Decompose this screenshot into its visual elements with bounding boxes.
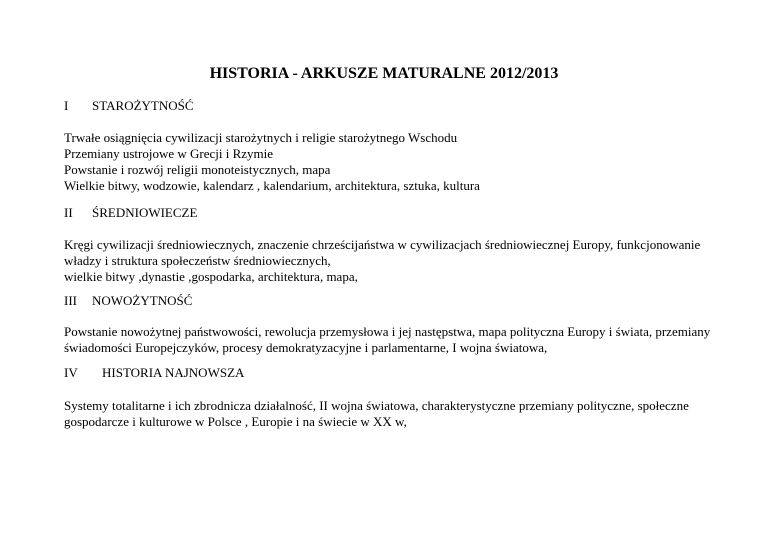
- section-number: IV: [64, 365, 78, 380]
- body-line: Trwałe osiągnięcia cywilizacji starożytnych i religie starożytnego Wschodu: [64, 130, 458, 145]
- body-line: Powstanie nowożytnej państwowości, rewolucja przemysłowa i jej następstwa, mapa polityczna Europy i świata, przemiany: [64, 324, 711, 339]
- section-body-sredniowiecze: [64, 237, 724, 285]
- section-body-historia-najnowsza: [64, 398, 724, 430]
- section-body-nowozytnosc: [64, 324, 724, 356]
- section-body-starozytnosc: [64, 130, 724, 194]
- section-name: HISTORIA NAJNOWSZA: [102, 365, 245, 380]
- body-line: gospodarcze i kulturowe w Polsce , Europie i na świecie w XX w,: [64, 414, 407, 429]
- section-number: II: [64, 205, 73, 220]
- body-line: Systemy totalitarne i ich zbrodnicza działalność, II wojna światowa, charakterystyczne przemiany polityczne, społeczne: [64, 398, 689, 413]
- section-number: I: [64, 98, 69, 113]
- section-number: III: [64, 293, 77, 308]
- body-line: wielkie bitwy ,dynastie ,gospodarka, architektura, mapa,: [64, 269, 358, 284]
- section-heading-sredniowiecze: [64, 205, 198, 221]
- document-title: HISTORIA - ARKUSZE MATURALNE 2012/2013: [209, 65, 559, 82]
- body-line: świadomości Europejczyków, procesy demokratyzacyjne i parlamentarne, I wojna światowa,: [64, 340, 548, 355]
- section-heading-nowozytnosc: [64, 293, 193, 309]
- section-heading-starozytnosc: [64, 98, 194, 114]
- body-line: Przemiany ustrojowe w Grecji i Rzymie: [64, 146, 274, 161]
- body-line: Kręgi cywilizacji średniowiecznych, znaczenie chrześcijaństwa w cywilizacjach średniowiecznej Europy, funkcjonowanie: [64, 237, 701, 252]
- section-name: STAROŻYTNOŚĆ: [92, 98, 194, 113]
- section-name: NOWOŻYTNOŚĆ: [92, 293, 193, 308]
- body-line: władzy i struktura społeczeństw średniowiecznych,: [64, 253, 331, 268]
- section-name: ŚREDNIOWIECZE: [92, 205, 198, 220]
- section-heading-historia-najnowsza: [64, 365, 245, 381]
- body-line: Powstanie i rozwój religii monoteistycznych, mapa: [64, 162, 331, 177]
- body-line: Wielkie bitwy, wodzowie, kalendarz , kalendarium, architektura, sztuka, kultura: [64, 178, 480, 193]
